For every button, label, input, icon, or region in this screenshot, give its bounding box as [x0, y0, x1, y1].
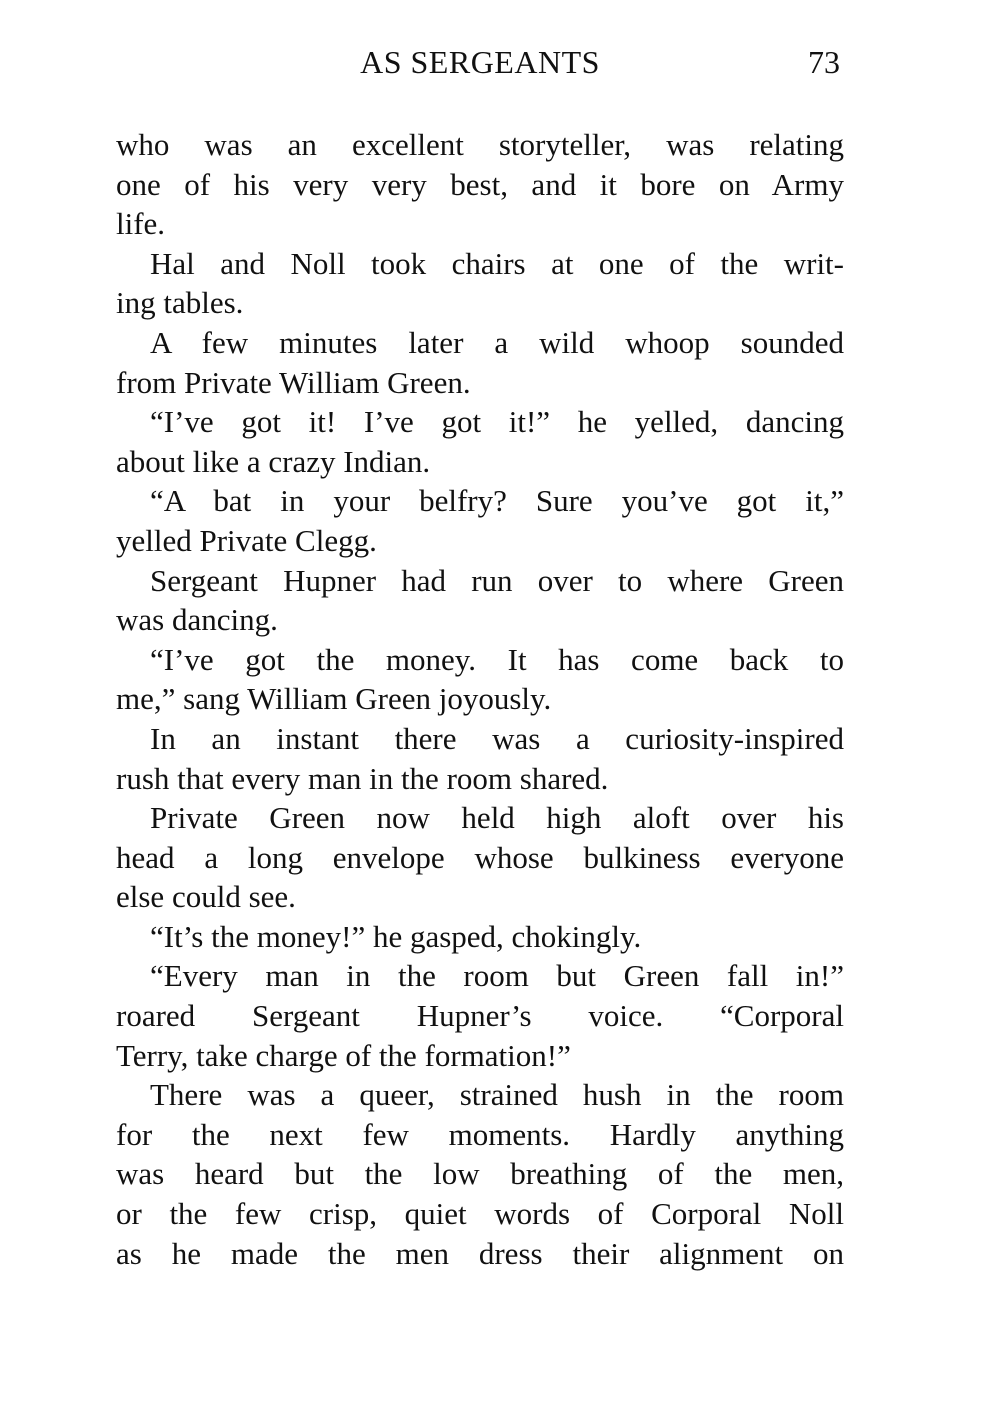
text-line: rush that every man in the room shared. [116, 760, 609, 796]
text-line: one of his very very best, and it bore on Army [116, 166, 844, 202]
text-line: ing tables. [116, 285, 244, 321]
text-line: “It’s the money!” he gasped, chokingly. [150, 918, 642, 954]
text-line: “I’ve got it! I’ve got it!” he yelled, dancing [150, 404, 844, 440]
text-line: “Every man in the room but Green fall in!” [150, 958, 844, 994]
text-line: or the few crisp, quiet words of Corporal Noll [116, 1196, 844, 1232]
text-line: head a long envelope whose bulkiness everyone [116, 839, 844, 875]
text-line: In an instant there was a curiosity-inspired [150, 720, 844, 756]
running-title: AS SERGEANTS [360, 44, 600, 80]
text-line: roared Sergeant Hupner’s voice. “Corporal [116, 998, 844, 1034]
text-line: about like a crazy Indian. [116, 443, 431, 479]
text-line: Private Green now held high aloft over his [150, 800, 844, 836]
text-line: Terry, take charge of the formation!” [116, 1037, 571, 1073]
text-line: as he made the men dress their alignment on [116, 1235, 844, 1271]
page-header [116, 40, 844, 84]
text-line: who was an excellent storyteller, was relating [116, 127, 844, 162]
text-line: Hal and Noll took chairs at one of the writ- [150, 245, 844, 281]
text-line: from Private William Green. [116, 364, 471, 400]
text-line: “I’ve got the money. It has come back to [150, 641, 844, 677]
text-line: else could see. [116, 879, 296, 915]
body-text [116, 125, 844, 1273]
text-line: yelled Private Clegg. [116, 522, 377, 558]
text-line: me,” sang William Green joyously. [116, 681, 552, 717]
text-line: There was a queer, strained hush in the room [150, 1077, 844, 1113]
text-line: A few minutes later a wild whoop sounded [150, 324, 844, 360]
text-line: Sergeant Hupner had run over to where Green [150, 562, 844, 598]
text-line: was heard but the low breathing of the men, [116, 1156, 844, 1192]
text-line: was dancing. [116, 602, 278, 638]
text-line: “A bat in your belfry? Sure you’ve got it,” [150, 483, 844, 519]
page-number: 73 [808, 44, 840, 80]
text-line: life. [116, 206, 166, 242]
text-line: for the next few moments. Hardly anything [116, 1116, 844, 1152]
